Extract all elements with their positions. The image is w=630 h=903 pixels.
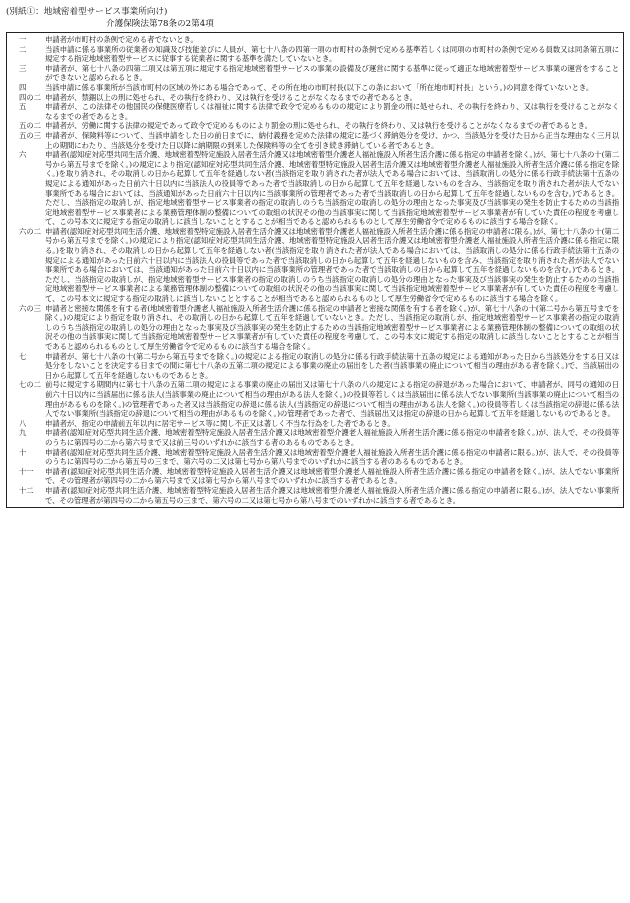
clause-text: 前号に規定する期間内に第七十八条の五第二項の規定による事業の廃止の届出又は第七十八条の八の規定による指定の辞退があった場合において、申請者が、同号の通知の日前六十日以内に当該届出に係る法人(当該事業の廃止について相当の理由がある法人を除く。)の役員等若しくは当該届出に係る法人でない事業所(当該事業の廃止について相当の理由があるものを除く。)の管理者であった者又は当該指定の辞退に係る法人(当該指定の辞退について相当の理由がある法人を除く。)の役員等若しくは当該指定の辞退に係る法人でない事業所(当該指定の辞退について相当の理由があるものを除く。)の管理者であった者で、当該届出又は指定の辞退の日から起算して五年を経過しないものであるとき。 (45, 380, 619, 419)
clause-number: 四の二 (19, 92, 41, 102)
clause-text: 申請者(認知症対応型共同生活介護、地域密着型特定施設入居者生活介護又は地域密着型介護老人福祉施設入所者生活介護に係る指定の申請者に限る。)が、法人でない事業所で、その管理者が第四号の二から第五号の三まで、第六号の二又は第七号から第八号までのいずれかに該当する者であるとき。 (45, 485, 619, 505)
clause-text: 申請者が、この法律その他国民の保健医療若しくは福祉に関する法律で政令で定めるものの規定により罰金の刑に処せられ、その執行を終わり、又は執行を受けることがなくなるまでの者であるとき。 (45, 102, 619, 121)
attachment-label: (別紙①：地域密着型サービス事業所向け) (6, 7, 168, 17)
clause-number: 七の二 (19, 380, 41, 390)
clause-text: 申請者(認知症対応型共同生活介護、地域密着型特定施設入居者生活介護又は地域密着型介護老人福祉施設入所者生活介護に係る指定の申請者を除く。)が、法人で、その役員等のうちに第四号の二から第六号まで又は前三号のいずれかに該当する者のあるものであるとき。 (45, 428, 619, 447)
clause-item (11, 227, 619, 304)
clause-number: 五 (19, 102, 27, 112)
clause-number: 五の三 (19, 130, 41, 140)
clause-text: 当該申請に係る事業所の従業者の知識及び技能並びに人員が、第七十八条の四第一項の市町村の条例で定める基準若しくは同項の市町村の条例で定める員数又は同条第五項に規定する指定地域密着型サービスに従事する従業者に関する基準を満たしていないとき。 (45, 44, 619, 64)
clause-list (6, 32, 624, 508)
clause-number: 三 (19, 63, 27, 73)
header (6, 6, 624, 30)
clause-item (11, 93, 619, 103)
clause-number: 七 (19, 351, 27, 361)
clause-text: 申請者(認知症対応型共同生活介護、地域密着型特定施設入居者生活介護又は地域密着型介護老人福祉施設入所者生活介護に係る指定の申請者に限る。)が、第七十八条の十(第二号から第五号までを除く。)の規定により指定(認知症対応型共同生活介護、地域密着型特定施設入居者生活介護又は地域密着型介護老人福祉施設入所者生活介護に係る指定に限る。)を取り消され、その取消しの日から起算して五年を経過しない者(当該指定を取り消された者が法人である場合においては、当該取消しの処分に係る行政手続法第十五条の規定による通知があった日前六十日以内に当該法人の役員等であった者で当該取消しの日から起算して五年を経過しないものを含み、当該指定を取り消された者が法人でない事業所である場合においては、当該通知があった日前六十日以内に当該事業所の管理者であった者で当該取消しの日から起算して五年を経過しないものを含む。)であるとき。ただし、当該指定の取消しが、指定地域密着型サービス事業者の指定の取消しのうち当該指定の取消しの処分の理由となった事実及び当該事実の発生を防止するための当該指定地域密着型サービス事業者による業務管理体制の整備についての取組の状況その他の当該事実に関して当該指定地域密着型サービス事業者が有していた責任の程度を考慮して、この号本文に規定する指定の取消しに該当しないこととすることが相当であると認められるものとして厚生労働省令で定めるものに該当する場合を除く。 (45, 226, 619, 304)
clause-item (11, 448, 619, 467)
clause-item (11, 83, 619, 93)
clause-number: 十 (19, 447, 27, 457)
clause-text: 申請者が、第七十八条の四第二項又は第五項に規定する指定地域密着型サービスの事業の設備及び運営に関する基準に従って適正な地域密着型サービス事業の運営をすることができないと認められるとき。 (45, 63, 619, 83)
clause-item (11, 352, 619, 381)
clause-item (11, 419, 619, 429)
clause-number: 六の三 (19, 303, 41, 313)
clause-item (11, 131, 619, 150)
clause-number: 二 (19, 44, 27, 54)
clause-number: 十二 (19, 485, 34, 495)
clause-item (11, 467, 619, 486)
clause-item (11, 102, 619, 121)
clause-text: 当該申請に係る事業所が当該市町村の区域の外にある場合であって、その所在地の市町村長(以下この条において「所在地市町村長」という。)の同意を得ていないとき。 (45, 82, 594, 92)
clause-item (11, 486, 619, 505)
clause-text: 申請者(認知症対応型共同生活介護、地域密着型特定施設入居者生活介護又は地域密着型介護老人福祉施設入所者生活介護に係る指定の申請者に限る。)が、法人で、その役員等のうちに第四号の二から第五号の三まで、第六号の二又は第七号から第八号までのいずれかに該当する者のあるものであるとき。 (45, 447, 619, 467)
clause-item (11, 380, 619, 418)
clause-text: 申請者が市町村の条例で定める者でないとき。 (45, 35, 198, 44)
clause-number: 九 (19, 428, 27, 438)
clause-item (11, 428, 619, 447)
clause-number: 六 (19, 150, 27, 160)
clause-item (11, 121, 619, 131)
clause-number: 八 (19, 418, 27, 428)
clause-text: 申請者が、労働に関する法律の規定であって政令で定めるものにより罰金の刑に処せられ、その執行を終わり、又は執行を受けることがなくなるまでの者であるとき。 (45, 121, 592, 131)
clause-number: 四 (19, 82, 27, 92)
clause-text: 申請者が、禁錮以上の刑に処せられ、その執行を終わり、又は執行を受けることがなくなるまでの者であるとき。 (45, 92, 417, 102)
clause-number: 一 (19, 35, 27, 44)
clause-item (11, 150, 619, 227)
clause-item (11, 64, 619, 83)
clause-text: 申請者が、保険料等について、当該申請をした日の前日までに、納付義務を定めた法律の規定に基づく滞納処分を受け、かつ、当該処分を受けた日から正当な理由なく三月以上の期間にわたり、当該処分を受けた日以降に納期限の到来した保険料等の全てを引き続き滞納している者であるとき。 (45, 130, 619, 150)
clause-text: 申請者が、第七十八条の十(第二号から第五号までを除く。)の規定による指定の取消しの処分に係る行政手続法第十五条の規定による通知があった日から当該処分をする日又は処分をしないことを決定する日までの間に第七十八条の五第二項の規定による事業の廃止の届出をした者(当該事業の廃止について相当の理由がある者を除く。)で、当該届出の日から起算して五年を経過しないものであるとき。 (45, 351, 619, 380)
clause-item (11, 45, 619, 64)
clause-item (11, 35, 619, 45)
law-reference: 介護保険法第78条の2第4項 (106, 19, 214, 29)
clause-number: 六の二 (19, 226, 41, 236)
clause-number: 五の二 (19, 121, 41, 131)
clause-text: 申請者が、指定の申請前五年以内に居宅サービス等に関し不正又は著しく不当な行為をした者であるとき。 (45, 418, 395, 428)
clause-item (11, 304, 619, 352)
clause-text: 申請者(認知症対応型共同生活介護、地域密着型特定施設入居者生活介護又は地域密着型介護老人福祉施設入所者生活介護に係る指定の申請者を除く。)が、法人でない事業所で、その管理者が第四号の二から第六号まで又は第七号から第八号までのいずれかに該当する者であるとき。 (45, 466, 619, 486)
clause-number: 十一 (19, 466, 34, 476)
clause-text: 申請者(認知症対応型共同生活介護、地域密着型特定施設入居者生活介護又は地域密着型介護老人福祉施設入所者生活介護に係る指定の申請者を除く。)が、第七十八条の十(第二号から第五号までを除く。)の規定により指定(認知症対応型共同生活介護、地域密着型特定施設入居者生活介護又は地域密着型介護老人福祉施設入所者生活介護に係る指定を除く。)を取り消され、その取消しの日から起算して五年を経過しない者(当該指定を取り消された者が法人である場合においては、当該取消しの処分に係る行政手続法第十五条の規定による通知があった日前六十日以内に当該法人の役員等であった者で当該取消しの日から起算して五年を経過しないものを含み、当該指定を取り消された者が法人でない事業所である場合においては、当該通知があった日前六十日以内に当該事業所の管理者であった者で当該取消しの日から起算して五年を経過しないものを含む。)であるとき。ただし、当該指定の取消しが、指定地域密着型サービス事業者の指定の取消しのうち当該指定の取消しの処分の理由となった事実及び当該事実の発生を防止するための当該指定地域密着型サービス事業者による業務管理体制の整備についての取組の状況その他の当該事実に関して当該指定地域密着型サービス事業者が有していた責任の程度を考慮して、この号本文に規定する指定の取消しに該当しないこととすることが相当であると認められるものとして厚生労働省令で定めるものに該当する場合を除く。 (45, 150, 619, 227)
clause-text: 申請者と密接な関係を有する者(地域密着型介護老人福祉施設入所者生活介護に係る指定の申請者と密接な関係を有する者を除く。)が、第七十八条の十(第二号から第五号までを除く。)の規定により指定を取り消され、その取消しの日から起算して五年を経過していないとき。ただし、当該指定の取消しが、指定地域密着型サービス事業者の指定の取消しのうち当該指定の取消しの処分の理由となった事実及び当該事実の発生を防止するための当該指定地域密着型サービス事業者による業務管理体制の整備についての取組の状況その他の当該事実に関して当該指定地域密着型サービス事業者が有していた責任の程度を考慮して、この号本文に規定する指定の取消しに該当しないこととすることが相当であると認められるものとして厚生労働省令で定めるものに該当する場合を除く。 (45, 303, 619, 351)
